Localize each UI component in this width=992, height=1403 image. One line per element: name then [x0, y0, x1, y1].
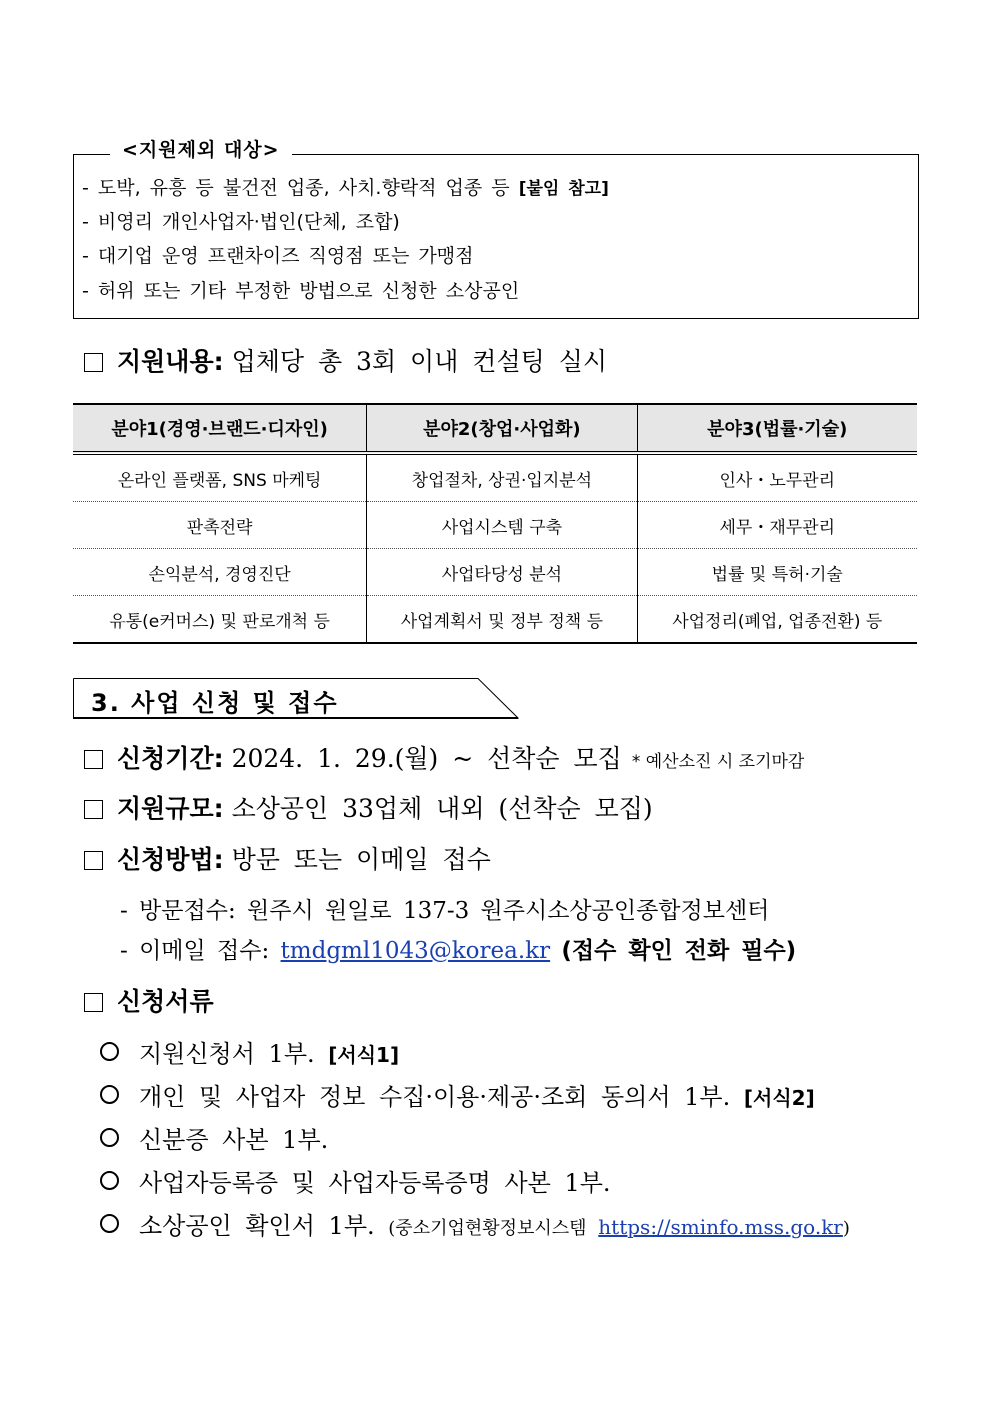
document-item: 사업자등록증 및 사업자등록증명 사본 1부. — [100, 1167, 611, 1199]
support-scale: 지원규모: 소상공인 33업체 내외 (선착순 모집) — [84, 792, 653, 826]
visit-info: - 방문접수: 원주시 원일로 137-3 원주시소상공인종합정보센터 — [120, 898, 770, 924]
support-content: 지원내용: 업체당 총 3회 이내 컨설팅 실시 — [84, 345, 607, 379]
table-cell: 사업타당성 분석 — [367, 549, 637, 596]
section-title: 3. 사업 신청 및 접수 — [91, 689, 339, 717]
consulting-fields-table — [73, 403, 917, 644]
exclusion-title: <지원제외 대상> — [110, 138, 292, 162]
circle-bullet-icon — [100, 1214, 119, 1233]
circle-bullet-icon — [100, 1128, 119, 1147]
document-item: 개인 및 사업자 정보 수집·이용·제공·조회 동의서 1부. [서식2] — [100, 1081, 815, 1114]
table-cell: 판촉전략 — [73, 502, 367, 549]
table-cell: 사업정리(폐업, 업종전환) 등 — [637, 596, 917, 644]
table-row — [73, 596, 917, 644]
table-cell: 세무・재무관리 — [637, 502, 917, 549]
email-link[interactable]: tmdgml1043@korea.kr — [280, 938, 551, 964]
table-cell: 온라인 플랫폼, SNS 마케팅 — [73, 453, 367, 502]
circle-bullet-icon — [100, 1042, 119, 1061]
table-header-row — [73, 404, 917, 453]
application-documents: 신청서류 — [84, 985, 214, 1019]
checkbox-bullet — [84, 993, 103, 1012]
table-row — [73, 453, 917, 502]
table-cell: 사업계획서 및 정부 정책 등 — [367, 596, 637, 644]
table-cell: 사업시스템 구축 — [367, 502, 637, 549]
sminfo-link[interactable]: https://sminfo.mss.go.kr — [598, 1215, 843, 1239]
circle-bullet-icon — [100, 1171, 119, 1190]
table-cell: 손익분석, 경영진단 — [73, 549, 367, 596]
checkbox-bullet — [84, 800, 103, 819]
exclusion-item: - 대기업 운영 프랜차이즈 직영점 또는 가맹점 — [82, 245, 474, 267]
table-cell: 인사・노무관리 — [637, 453, 917, 502]
document-item: 소상공인 확인서 1부. (중소기업현황정보시스템 https://sminfo.mss.go.kr) — [100, 1210, 850, 1245]
table-cell: 유통(e커머스) 및 판로개척 등 — [73, 596, 367, 644]
document-item: 지원신청서 1부. [서식1] — [100, 1038, 399, 1071]
table-row — [73, 549, 917, 596]
table-cell: 창업절차, 상권·입지분석 — [367, 453, 637, 502]
table-row — [73, 502, 917, 549]
checkbox-bullet — [84, 750, 103, 769]
exclusion-item: - 비영리 개인사업자·법인(단체, 조합) — [82, 211, 400, 233]
checkbox-bullet — [84, 851, 103, 870]
email-info: - 이메일 접수: tmdgml1043@korea.kr (접수 확인 전화 필수) — [120, 938, 797, 964]
table-cell: 법률 및 특허·기술 — [637, 549, 917, 596]
table-header: 분야3(법률·기술) — [637, 404, 917, 453]
table-header: 분야2(창업·사업화) — [367, 404, 637, 453]
section-header — [73, 678, 518, 718]
checkbox-bullet — [84, 353, 103, 372]
exclusion-item: - 허위 또는 기타 부정한 방법으로 신청한 소상공인 — [82, 280, 520, 302]
application-period: 신청기간: 2024. 1. 29.(월) ~ 선착순 모집 * 예산소진 시 조기마감 — [84, 742, 804, 779]
exclusion-item: - 도박, 유흥 등 불건전 업종, 사치.향락적 업종 등 [붙임 참고] — [82, 177, 609, 199]
application-method: 신청방법: 방문 또는 이메일 접수 — [84, 843, 491, 877]
document-item: 신분증 사본 1부. — [100, 1124, 328, 1156]
table-header: 분야1(경영·브랜드·디자인) — [73, 404, 367, 453]
circle-bullet-icon — [100, 1085, 119, 1104]
